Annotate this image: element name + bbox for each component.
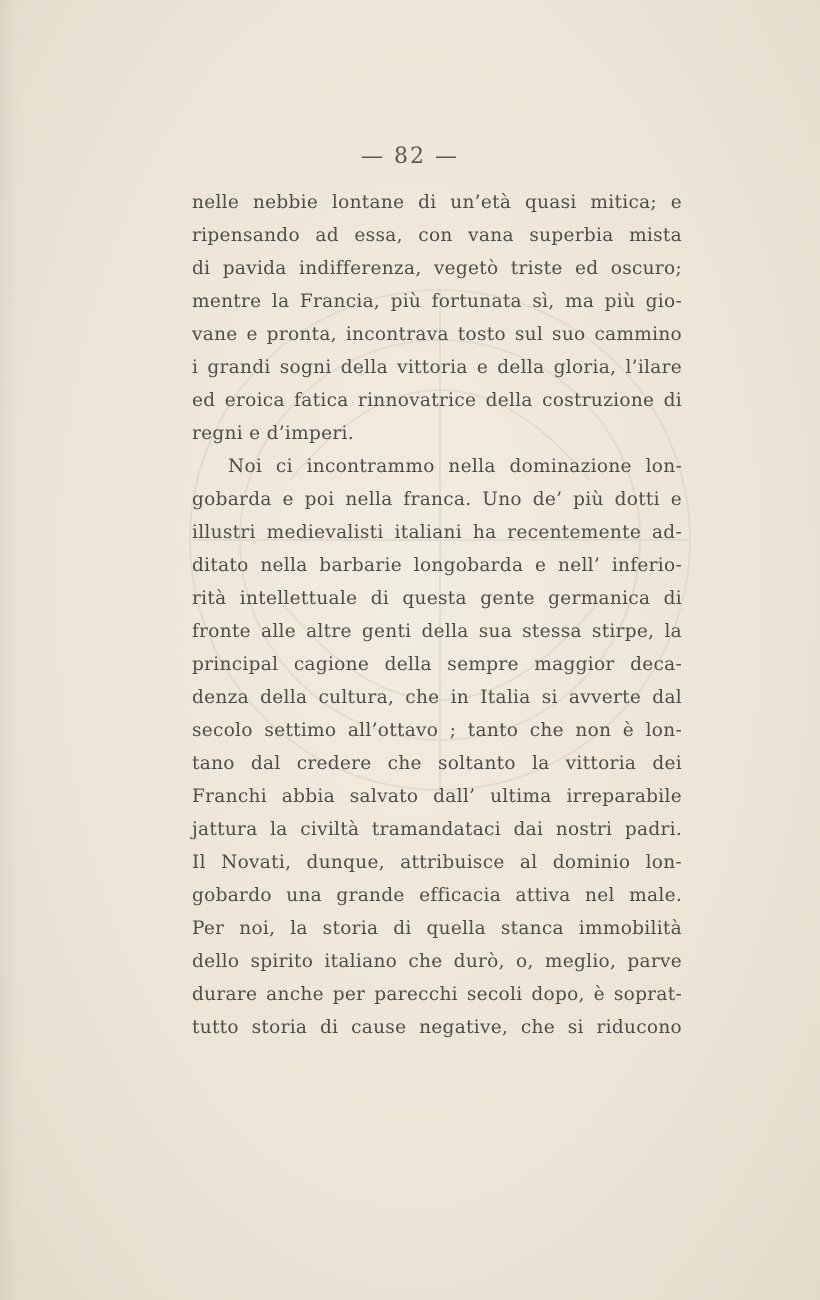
text-line: fronte alle altre genti della sua stessa stirpe, la — [192, 621, 682, 642]
text-line: illustri medievalisti italiani ha recentemente ad- — [192, 522, 682, 543]
body-text — [192, 186, 682, 1044]
text-line: tano dal credere che soltanto la vittoria dei — [192, 753, 682, 774]
text-line: nelle nebbie lontane di un’età quasi mitica; e — [192, 192, 682, 213]
text-line: ripensando ad essa, con vana superbia mista — [192, 225, 682, 246]
text-line: Noi ci incontrammo nella dominazione lon- — [228, 456, 682, 477]
text-line: ed eroica fatica rinnovatrice della costruzione di — [192, 390, 682, 411]
text-line: secolo settimo all’ottavo ; tanto che non è lon- — [192, 720, 682, 741]
text-line: regni e d’imperi. — [192, 423, 354, 444]
text-line: Franchi abbia salvato dall’ ultima irreparabile — [192, 786, 682, 807]
text-line: gobarda e poi nella franca. Uno de’ più dotti e — [192, 489, 682, 510]
text-line: denza della cultura, che in Italia si avverte dal — [192, 687, 682, 708]
text-line: vane e pronta, incontrava tosto sul suo cammino — [192, 324, 682, 345]
text-line: rità intellettuale di questa gente germanica di — [192, 588, 682, 609]
text-line: ditato nella barbarie longobarda e nell’ inferio- — [192, 555, 682, 576]
text-line: gobardo una grande efficacia attiva nel male. — [192, 885, 682, 906]
text-line: jattura la civiltà tramandataci dai nostri padri. — [192, 819, 682, 840]
page-edge-shadow — [0, 0, 20, 1300]
text-line: di pavida indifferenza, vegetò triste ed oscuro; — [192, 258, 682, 279]
text-line: dello spirito italiano che durò, o, meglio, parve — [192, 951, 682, 972]
page-number: — 82 — — [361, 144, 459, 169]
text-line: principal cagione della sempre maggior deca- — [192, 654, 682, 675]
text-line: Per noi, la storia di quella stanca immobilità — [192, 918, 682, 939]
text-line: durare anche per parecchi secoli dopo, è soprat- — [192, 984, 682, 1005]
text-line: mentre la Francia, più fortunata sì, ma più gio- — [192, 291, 682, 312]
text-line: tutto storia di cause negative, che si riducono — [192, 1017, 682, 1038]
text-line: Il Novati, dunque, attribuisce al dominio lon- — [192, 852, 682, 873]
text-line: i grandi sogni della vittoria e della gloria, l’ilare — [192, 357, 682, 378]
